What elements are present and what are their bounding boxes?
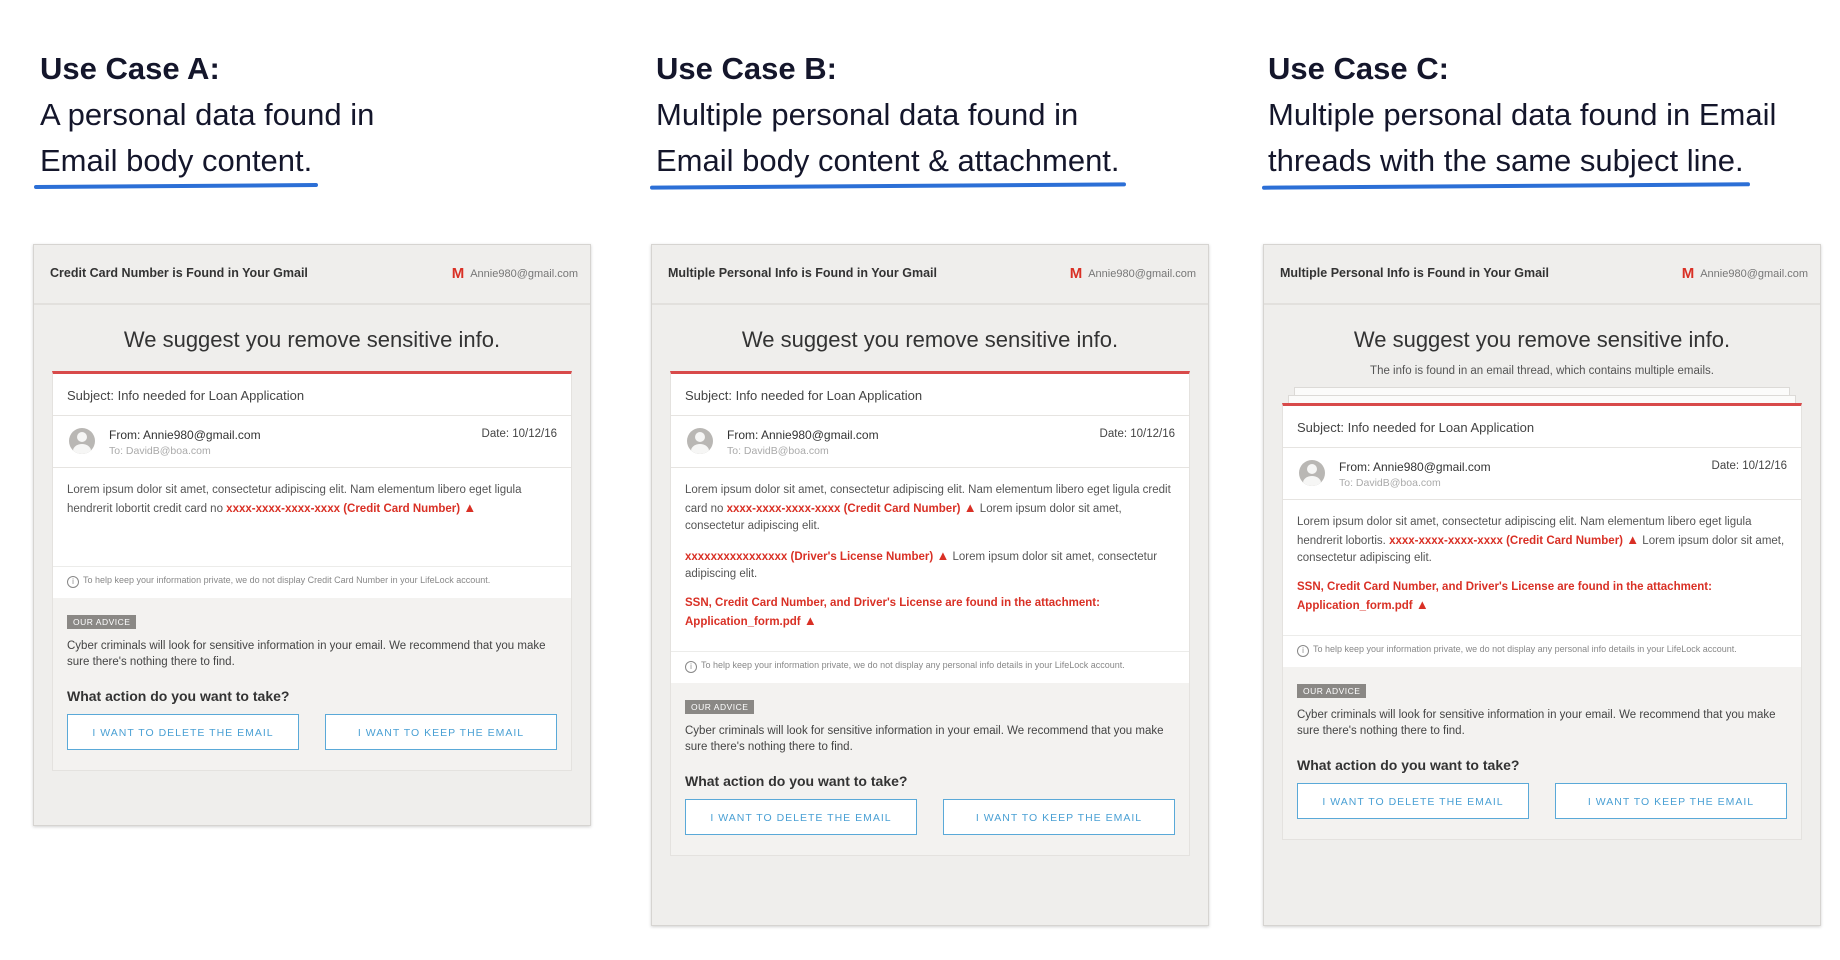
email-date: Date: 10/12/16 [1711,460,1787,472]
use-case-line: threads with the same subject line. [1268,143,1744,178]
avatar-icon [687,428,713,454]
thread-layer [1294,387,1790,395]
use-case-title: Use Case B: [656,51,837,86]
email-date: Date: 10/12/16 [1099,428,1175,440]
use-case-title: Use Case C: [1268,51,1449,86]
highlight-underline [1262,182,1750,189]
use-case-b-heading [656,46,1120,184]
action-question: What action do you want to take? [1297,757,1520,773]
use-case-c-heading [1268,46,1776,184]
highlight-underline [650,182,1126,189]
advice-panel [52,598,572,771]
advice-text: Cyber criminals will look for sensitive information in your email. We recommend that you make sure there's nothing there to find. [67,640,546,668]
use-case-line: Multiple personal data found in Email [1268,97,1777,132]
keep-email-button[interactable]: I WANT TO KEEP THE EMAIL [325,714,557,750]
action-question: What action do you want to take? [685,773,908,789]
email-preview [670,371,1190,683]
warning-icon: ▲ [1626,532,1640,547]
email-from: From: Annie980@gmail.com [727,428,879,442]
body-text: Lorem ipsum dolor sit amet, consectetur adipiscing elit. Nam elementum libero eget ligula credit card no [685,484,1171,515]
info-icon: i [67,576,79,588]
email-meta [53,416,571,468]
use-case-line: Email body content. [40,143,313,178]
privacy-note [1283,635,1801,667]
advice-badge: OUR ADVICE [67,615,136,629]
advice-panel [670,683,1190,856]
attachment-alert: SSN, Credit Card Number, and Driver's License are found in the attachment: Application_form.pdf [685,597,1100,628]
privacy-text: To help keep your information private, we do not display Credit Card Number in your LifeLock account. [83,575,491,585]
advice-panel [1282,667,1802,840]
email-to: To: DavidB@boa.com [727,445,829,457]
body-text: Lorem ipsum dolor sit amet, consectetur adipiscing elit. Nam elementum libero eget ligula hendrerit lobortit credit card no [67,484,522,515]
thread-note: The info is found in an email thread, which contains multiple emails. [1370,365,1714,377]
warning-icon: ▲ [1415,597,1429,612]
avatar-icon [69,428,95,454]
account-label [452,265,578,282]
warning-icon: ▲ [463,500,477,515]
advice-text: Cyber criminals will look for sensitive information in your email. We recommend that you make sure there's nothing there to find. [1297,709,1776,737]
gmail-icon: M [1069,265,1083,282]
email-body [1283,500,1801,635]
privacy-text: To help keep your information private, we do not display any personal info details in your LifeLock account. [1313,644,1737,654]
use-case-a-heading [40,46,374,184]
email-thread-stack [1282,387,1802,667]
keep-email-button[interactable]: I WANT TO KEEP THE EMAIL [1555,783,1787,819]
card-title: Multiple Personal Info is Found in Your Gmail [668,266,938,280]
email-to: To: DavidB@boa.com [109,445,211,457]
delete-email-button[interactable]: I WANT TO DELETE THE EMAIL [67,714,299,750]
email-body [671,468,1189,651]
action-question: What action do you want to take? [67,688,290,704]
body-text: Lorem ipsum dolor sit amet, consectetur adipiscing elit. [1297,535,1785,564]
attachment-alert: SSN, Credit Card Number, and Driver's License are found in the attachment: Application_form.pdf [1297,581,1712,612]
email-subject: Subject: Info needed for Loan Application [671,374,1189,416]
account-label [1682,265,1808,282]
use-case-title: Use Case A: [40,51,220,86]
warning-icon: ▲ [963,500,977,515]
email-subject: Subject: Info needed for Loan Application [1283,406,1801,448]
account-email: Annie980@gmail.com [1700,268,1808,280]
highlight-underline [34,183,318,189]
use-case-line: A personal data found in [40,97,375,132]
thread-layer [1288,395,1796,403]
email-to: To: DavidB@boa.com [1339,477,1441,489]
alert-card-b [651,244,1209,926]
email-preview [52,371,572,598]
gmail-icon: M [451,265,465,282]
delete-email-button[interactable]: I WANT TO DELETE THE EMAIL [685,799,917,835]
suggest-heading: We suggest you remove sensitive info. [123,327,501,352]
privacy-note [671,651,1189,683]
email-body [53,468,571,566]
card-header [1264,245,1820,305]
privacy-text: To help keep your information private, we do not display any personal info details in your LifeLock account. [701,660,1125,670]
delete-email-button[interactable]: I WANT TO DELETE THE EMAIL [1297,783,1529,819]
alert-card-a [33,244,591,826]
account-email: Annie980@gmail.com [470,268,578,280]
warning-icon: ▲ [803,613,817,628]
advice-text: Cyber criminals will look for sensitive information in your email. We recommend that you make sure there's nothing there to find. [685,725,1164,753]
card-title: Credit Card Number is Found in Your Gmail [50,266,308,280]
email-from: From: Annie980@gmail.com [109,428,261,442]
flagged-data: xxxx-xxxx-xxxx-xxxx (Credit Card Number) [226,503,461,515]
account-label [1070,265,1196,282]
card-header [652,245,1208,305]
email-subject: Subject: Info needed for Loan Application [53,374,571,416]
use-case-line: Email body content & attachment. [656,143,1120,178]
body-text: Lorem ipsum dolor sit amet, consectetur adipiscing elit. [685,551,1158,580]
warning-icon: ▲ [936,548,950,563]
email-from: From: Annie980@gmail.com [1339,460,1491,474]
info-icon: i [1297,645,1309,657]
advice-badge: OUR ADVICE [685,700,754,714]
avatar-icon [1299,460,1325,486]
alert-card-c [1263,244,1821,926]
suggest-heading: We suggest you remove sensitive info. [1353,327,1731,352]
account-email: Annie980@gmail.com [1088,268,1196,280]
advice-badge: OUR ADVICE [1297,684,1366,698]
use-case-line: Multiple personal data found in [656,97,1079,132]
body-text: Lorem ipsum dolor sit amet, consectetur adipiscing elit. Nam elementum libero eget ligula hendrerit lobortis. [1297,516,1752,547]
card-header [34,245,590,305]
privacy-note [53,566,571,598]
gmail-icon: M [1681,265,1695,282]
email-meta [1283,448,1801,500]
email-preview [1282,403,1802,667]
email-date: Date: 10/12/16 [481,428,557,440]
card-title: Multiple Personal Info is Found in Your Gmail [1280,266,1550,280]
keep-email-button[interactable]: I WANT TO KEEP THE EMAIL [943,799,1175,835]
suggest-heading: We suggest you remove sensitive info. [741,327,1119,352]
email-meta [671,416,1189,468]
flagged-data: xxxx-xxxx-xxxx-xxxx (Credit Card Number) [726,503,961,515]
flagged-data: xxxx-xxxx-xxxx-xxxx (Credit Card Number) [1389,535,1624,547]
flagged-data: xxxxxxxxxxxxxxxx (Driver's License Number) [685,551,934,563]
info-icon: i [685,661,697,673]
body-text: Lorem ipsum dolor sit amet, consectetur adipiscing elit. [685,503,1122,532]
